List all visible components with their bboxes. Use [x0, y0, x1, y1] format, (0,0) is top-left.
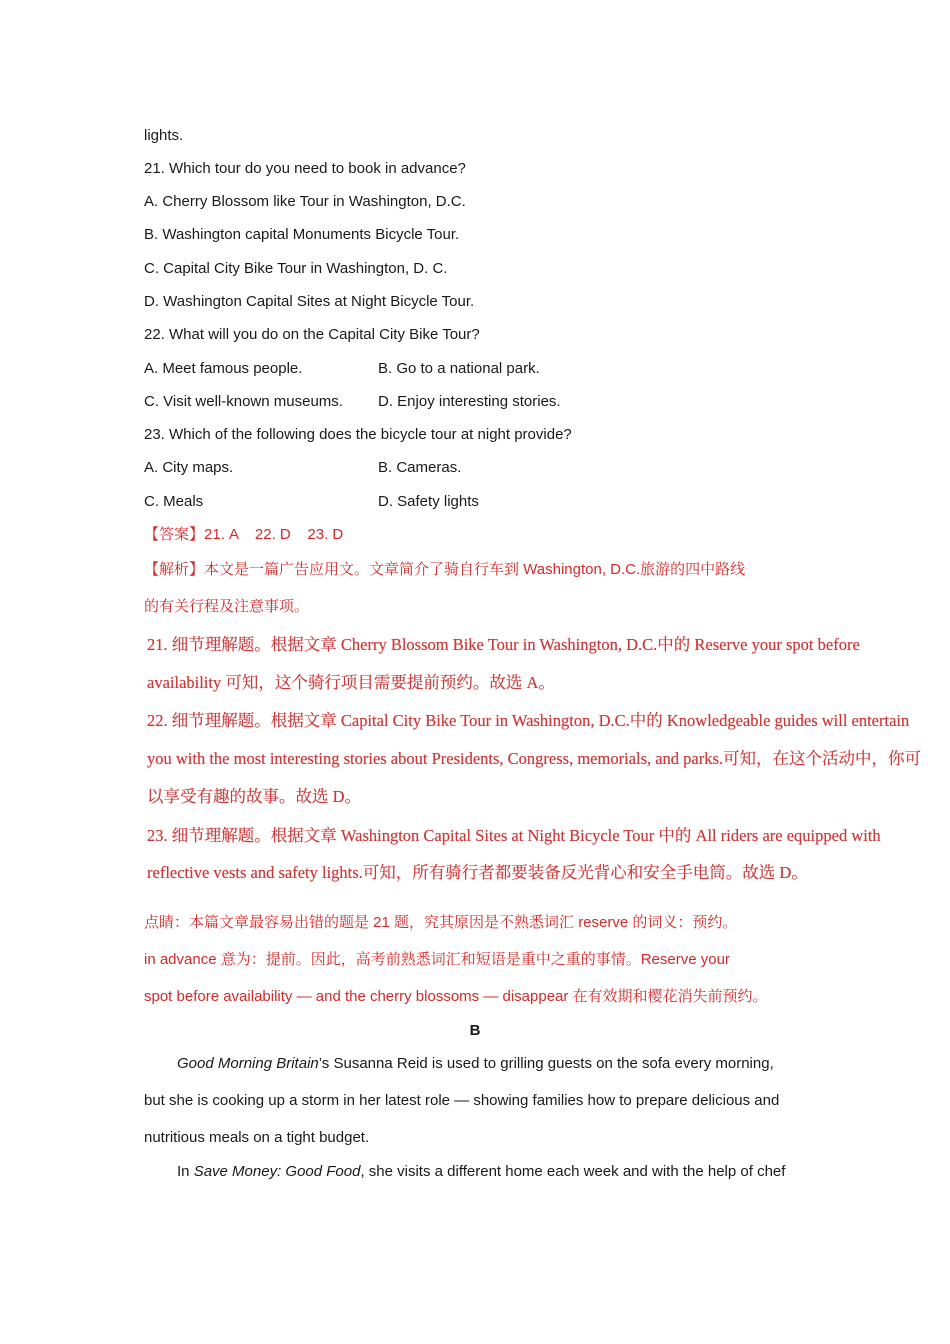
explanation-line: you with the most interesting stories about Presidents, Congress, memorials, and parks.可知，在这个活动中，你可: [147, 749, 922, 768]
question-23-option-a: A. City maps.: [144, 459, 234, 476]
tip-line: 点睛：本篇文章最容易出错的题是 21 题，究其原因是不熟悉词汇 reserve 的词义：预约。: [144, 914, 738, 931]
explanation-line: 以享受有趣的故事。故选 D。: [147, 787, 362, 806]
passage-text: In: [177, 1163, 194, 1180]
passage-text: ’s Susanna Reid is used to grilling guests on the sofa every morning,: [318, 1055, 774, 1072]
question-22-option-c: C. Visit well-known museums.: [144, 393, 343, 410]
answer-line: [144, 525, 343, 545]
question-22-stem: 22. What will you do on the Capital City Bike Tour?: [144, 326, 480, 343]
question-23-stem: 23. Which of the following does the bicycle tour at night provide?: [144, 426, 572, 443]
analysis-label: 【解析】: [144, 561, 205, 578]
tip-line: spot before availability — and the cherry blossoms — disappear 在有效期和樱花消失前预约。: [144, 988, 768, 1005]
question-21-stem: 21. Which tour do you need to book in advance?: [144, 160, 466, 177]
question-23-option-b: B. Cameras.: [378, 459, 462, 476]
show-title: Good Morning Britain: [177, 1055, 319, 1072]
explanation-line: 21. 细节理解题。根据文章 Cherry Blossom Bike Tour in Washington, D.C.中的 Reserve your spot before: [147, 635, 860, 654]
question-22-option-a: A. Meet famous people.: [144, 360, 303, 377]
question-21-option-c: C. Capital City Bike Tour in Washington, D. C.: [144, 260, 448, 277]
explanation-line: availability 可知，这个骑行项目需要提前预约。故选 A。: [147, 673, 555, 692]
passage-text: , she visits a different home each week and with the help of chef: [360, 1163, 786, 1180]
section-title: B: [469, 1022, 481, 1039]
question-22-option-b: B. Go to a national park.: [378, 360, 540, 377]
passage-line: nutritious meals on a tight budget.: [144, 1129, 370, 1146]
analysis-text-1: 本文是一篇广告应用文。文章简介了骑自行车到 Washington, D.C.旅游的四中路线: [204, 561, 746, 578]
question-23-option-c: C. Meals: [144, 493, 204, 510]
question-21-option-b: B. Washington capital Monuments Bicycle Tour.: [144, 226, 460, 243]
question-21-option-a: A. Cherry Blossom like Tour in Washington, D.C.: [144, 193, 466, 210]
tip-line: in advance 意为：提前。因此，高考前熟悉词汇和短语是重中之重的事情。Reserve your: [144, 951, 730, 968]
passage-line: [177, 1162, 785, 1182]
analysis-line-1: [144, 560, 745, 580]
question-21-option-d: D. Washington Capital Sites at Night Bicycle Tour.: [144, 293, 475, 310]
explanation-line: 23. 细节理解题。根据文章 Washington Capital Sites at Night Bicycle Tour 中的 All riders are equipped with: [147, 826, 881, 845]
show-title: Save Money: Good Food: [193, 1163, 361, 1180]
answer-label: 【答案】: [144, 526, 205, 543]
explanation-line: reflective vests and safety lights.可知，所有骑行者都要装备反光背心和安全手电筒。故选 D。: [147, 863, 808, 882]
passage-line: but she is cooking up a storm in her latest role — showing families how to prepare delicious and: [144, 1092, 780, 1109]
question-23-option-d: D. Safety lights: [378, 493, 479, 510]
answer-text: 21. A 22. D 23. D: [204, 526, 344, 543]
prev-line: lights.: [144, 127, 184, 144]
question-22-option-d: D. Enjoy interesting stories.: [378, 393, 561, 410]
analysis-line-2: 的有关行程及注意事项。: [144, 598, 310, 615]
passage-line: [177, 1054, 774, 1074]
explanation-line: 22. 细节理解题。根据文章 Capital City Bike Tour in Washington, D.C.中的 Knowledgeable guides will entertain: [147, 711, 910, 730]
